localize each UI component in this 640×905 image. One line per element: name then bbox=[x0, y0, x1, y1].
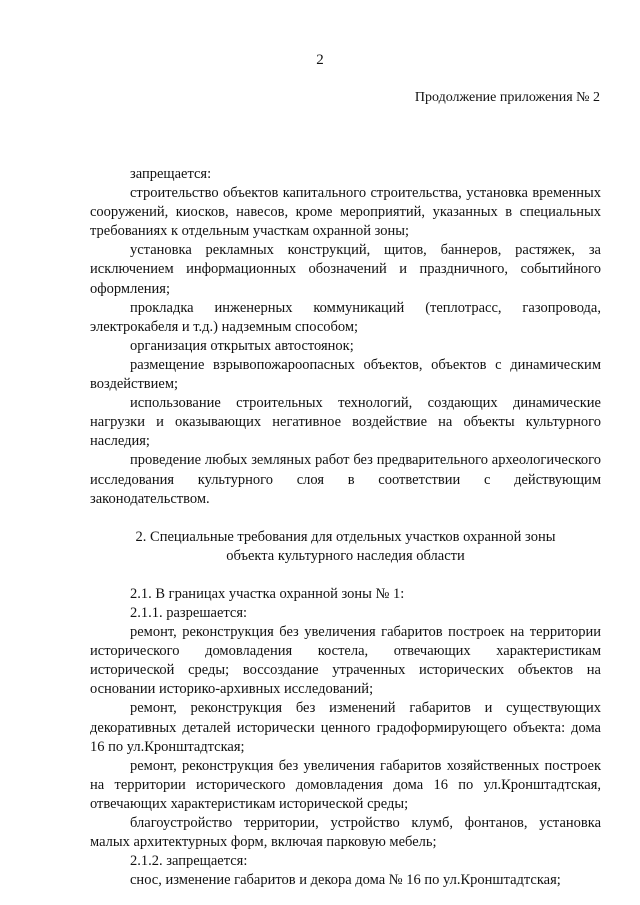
allowed-label: 2.1.1. разрешается: bbox=[130, 604, 248, 621]
zone-title: 2.1. В границах участка охранной зоны № 1: bbox=[130, 585, 405, 602]
section-heading bbox=[90, 528, 601, 566]
prohibited-item: размещение взрывопожароопасных объектов, объектов с динамическим воздействием; bbox=[90, 356, 601, 393]
page-number: 2 bbox=[316, 52, 324, 68]
section-heading-line1: 2. Специальные требования для отдельных участков охранной зоны bbox=[135, 528, 556, 545]
allowed-item: ремонт, реконструкция без изменений габаритов и существующих декоративных деталей исторически ценного градоформирующего объекта: дома 16 по ул.Кронштадтская; bbox=[90, 700, 601, 755]
prohibited-item: прокладка инженерных коммуникаций (теплотрасс, газопровода, электрокабеля и т.д.) надземным способом; bbox=[90, 299, 601, 335]
appendix-continuation-note: Продолжение приложения № 2 bbox=[414, 90, 600, 105]
prohibited-item: использование строительных технологий, создающих динамические нагрузки и оказывающих негативное воздействие на объекты культурного наследия; bbox=[90, 395, 601, 450]
allowed-item: ремонт, реконструкция без увеличения габаритов хозяйственных построек на территории исторического домовладения дома 16 по ул.Кронштадтская, отвечающих характеристикам исторической среды; bbox=[90, 757, 601, 812]
prohibited-item: организация открытых автостоянок; bbox=[130, 337, 354, 354]
prohibited-item: проведение любых земляных работ без предварительного археологического исследования культурного слоя в соответствии с действующим законодательством. bbox=[90, 452, 601, 507]
zone-prohibited-label: 2.1.2. запрещается: bbox=[130, 853, 248, 870]
allowed-item: благоустройство территории, устройство клумб, фонтанов, установка малых архитектурных форм, включая парковую мебель; bbox=[90, 815, 601, 851]
zone-prohibited-item: снос, изменение габаритов и декора дома № 16 по ул.Кронштадтская; bbox=[130, 872, 561, 889]
section-heading-line2: объекта культурного наследия области bbox=[226, 547, 465, 564]
prohibited-item: строительство объектов капитального строительства, установка временных сооружений, киосков, навесов, кроме мероприятий, указанных в специальных требованиях к отдельным участкам охранной зоны; bbox=[90, 185, 601, 240]
allowed-item: ремонт, реконструкция без увеличения габаритов построек на территории исторического домовладения костела, отвечающих характеристикам исторической среды; воссоздание утраченных исторических объектов на основании историко-архивных исследований; bbox=[90, 624, 601, 698]
prohibited-label: запрещается: bbox=[130, 166, 212, 182]
document-body bbox=[90, 165, 601, 890]
prohibited-item: установка рекламных конструкций, щитов, баннеров, растяжек, за исключением информационных обозначений и праздничного, событийного оформления; bbox=[90, 242, 601, 297]
